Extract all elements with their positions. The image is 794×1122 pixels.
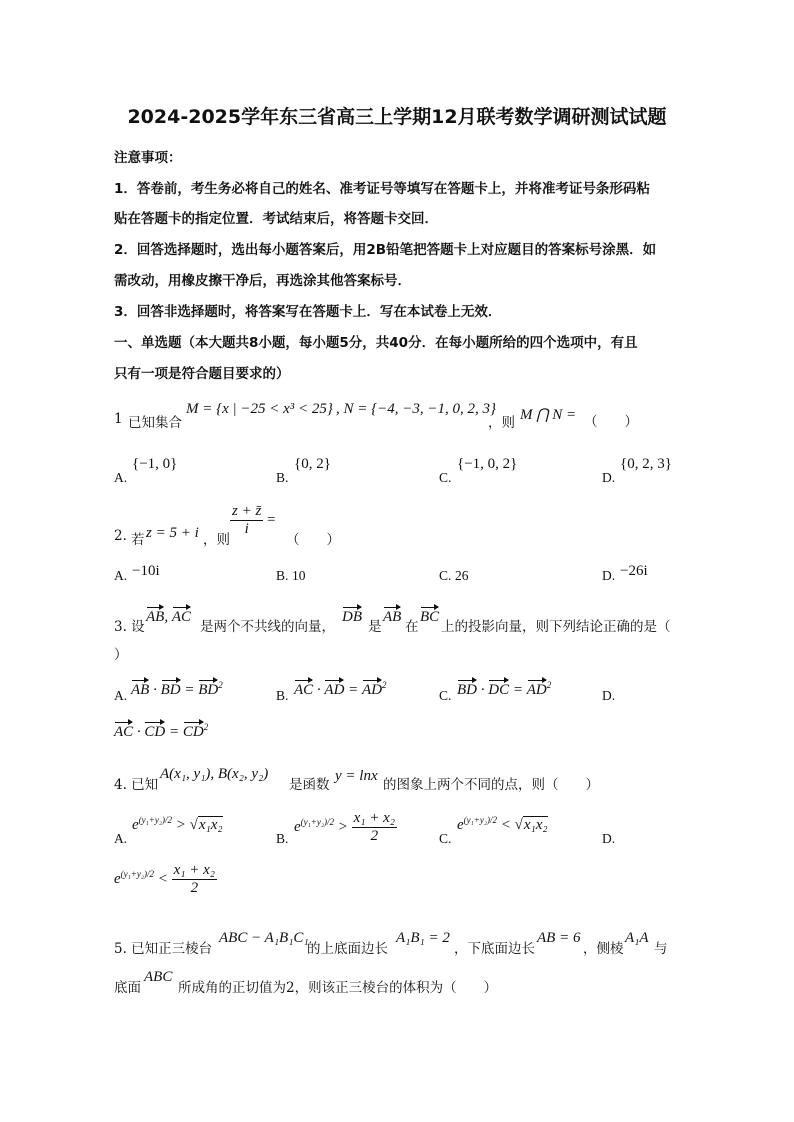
q4-text-1: 是函数 bbox=[289, 777, 330, 793]
q5-abc: ABC bbox=[144, 969, 173, 985]
q3-text-2: 是 bbox=[368, 619, 382, 635]
q5-line1-e: 与 bbox=[654, 941, 668, 957]
q1-option-c: {−1, 0, 2} bbox=[457, 456, 518, 472]
q2-blank: （ ） bbox=[286, 532, 340, 548]
q5-line2-a: 底面 bbox=[114, 980, 141, 996]
q2-denominator: i bbox=[244, 521, 249, 537]
q2-number: 2. bbox=[114, 528, 127, 544]
section-heading-line-1: 一、单选题（本大题共8小题，每小题5分，共40分．在每小题所给的四个选项中，有且 bbox=[114, 335, 638, 351]
q3-vectors-ab-ac: AB, AC bbox=[146, 609, 191, 625]
q5-line1-d: ，侧棱 bbox=[583, 941, 624, 957]
q4-option-d: $e^{(y_1+y_2)/2}$ < $\frac{\text{x₁ + x₂}}{2}$ bbox=[114, 862, 215, 896]
q5-a1b1: A₁B₁ = 2 bbox=[396, 930, 450, 946]
q2-option-d: −26i bbox=[620, 563, 648, 579]
q3-option-b: AC · AD = $AD^2$ bbox=[294, 680, 387, 698]
q4-option-c: $e^{(y_1+y_2)/2} < √x_1x_2$ bbox=[457, 815, 548, 833]
q1-option-d-label: D. bbox=[602, 470, 616, 485]
q3-text-1: 是两个不共线的向量， bbox=[200, 619, 335, 635]
q2-fraction bbox=[230, 503, 263, 538]
notice-line-5: 3．回答非选择题时，将答案写在答题卡上．写在本试卷上无效． bbox=[114, 304, 502, 320]
q2-option-a-label: A. bbox=[114, 568, 128, 583]
q4-function: y = lnx bbox=[335, 768, 378, 784]
notice-line-2: 贴在答题卡的指定位置．考试结束后，将答题卡交回． bbox=[114, 211, 438, 227]
q2-option-b: 10 bbox=[292, 568, 306, 583]
q1-expression: M ⋂ N = bbox=[520, 407, 577, 423]
q3-option-a-label: A. bbox=[114, 688, 128, 703]
notice-line-3: 2．回答选择题时，选出每小题答案后，用2B铅笔把答题卡上对应题目的答案标号涂黑．如 bbox=[114, 242, 657, 258]
q1-option-b: {0, 2} bbox=[294, 456, 331, 472]
q4-option-a-label: A. bbox=[114, 831, 128, 846]
q1-prefix: 已知集合 bbox=[128, 415, 182, 431]
q2-option-c: 26 bbox=[455, 568, 469, 583]
q3-vector-db: DB bbox=[342, 609, 362, 625]
q2-option-a: −10i bbox=[132, 563, 160, 579]
section-heading-line-2: 只有一项是符合题目要求的） bbox=[114, 366, 290, 382]
q5-line2-b: 所成角的正切值为2，则该正三棱台的体积为（ ） bbox=[178, 980, 498, 996]
q1-set-n: , N = {−4, −3, −1, 0, 2, 3} bbox=[336, 401, 496, 417]
q3-option-c: BD · DC = $AD^2$ bbox=[457, 680, 552, 698]
q1-option-a-label: A. bbox=[114, 470, 128, 485]
q3-vector-ab: AB bbox=[383, 609, 402, 625]
q3-option-c-label: C. bbox=[439, 688, 452, 703]
q5-prism: ABC − A₁B₁C₁ bbox=[219, 930, 309, 946]
q2-option-b-label: B. bbox=[276, 568, 289, 583]
q1-blank: （ ） bbox=[584, 414, 638, 430]
q3-text-3: 在 bbox=[405, 619, 419, 635]
q4-text-2: 的图象上两个不同的点，则（ ） bbox=[383, 777, 599, 793]
q4-points: A(x₁, y₁), B(x₂, y₂) bbox=[160, 766, 269, 782]
q3-number: 3. 设 bbox=[114, 619, 145, 635]
q4-option-b-label: B. bbox=[276, 831, 289, 846]
q4-option-c-label: C. bbox=[439, 831, 452, 846]
q3-option-d-label: D. bbox=[602, 688, 616, 703]
q4-number: 4. 已知 bbox=[114, 777, 159, 793]
q2-numerator: z + z̄ bbox=[232, 503, 262, 519]
q2-then: ，则 bbox=[203, 532, 230, 548]
q3-option-d: AC · CD = $CD^2$ bbox=[114, 722, 209, 740]
q5-line1-b: 的上底面边长 bbox=[307, 941, 388, 957]
q2-z-definition: z = 5 + i bbox=[146, 525, 199, 541]
notice-line-4: 需改动，用橡皮擦干净后，再选涂其他答案标号． bbox=[114, 273, 411, 289]
notice-heading: 注意事项： bbox=[114, 150, 182, 166]
q5-a1a: A₁A bbox=[625, 930, 649, 946]
q3-text-4: 上的投影向量，则下列结论正确的是（ bbox=[441, 619, 671, 635]
q5-line1-a: 5. 已知正三棱台 bbox=[114, 941, 213, 957]
q5-line1-c: ，下底面边长 bbox=[454, 941, 535, 957]
notice-line-1: 1．答卷前，考生务必将自己的姓名、准考证号等填写在答题卡上，并将准考证号条形码粘 bbox=[114, 181, 650, 197]
q3-close-paren: ） bbox=[114, 647, 128, 663]
q2-option-c-label: C. bbox=[439, 568, 452, 583]
q2-option-d-label: D. bbox=[602, 568, 616, 583]
q3-option-a: AB · BD = $BD^2$ bbox=[131, 680, 223, 698]
q1-then: ，则 bbox=[488, 415, 515, 431]
q4-option-b: $e^{(y_1+y_2)/2}$ > $\frac{\text{x₁ + x₂}}{2}$ bbox=[294, 810, 395, 844]
q5-ab: AB = 6 bbox=[537, 930, 581, 946]
q1-option-a: {−1, 0} bbox=[132, 456, 178, 472]
q3-option-b-label: B. bbox=[276, 688, 289, 703]
q2-ruo: 若 bbox=[131, 532, 145, 548]
page-title: 2024-2025学年东三省高三上学期12月联考数学调研测试试题 bbox=[127, 106, 667, 128]
q2-equals: = bbox=[267, 512, 276, 528]
q1-number: 1 bbox=[114, 411, 123, 427]
q4-option-a: $e^{(y_1+y_2)/2} > √x_1x_2$ bbox=[132, 815, 223, 833]
q1-option-d: {0, 2, 3} bbox=[620, 456, 672, 472]
q1-option-b-label: B. bbox=[276, 470, 289, 485]
q4-option-d-label: D. bbox=[602, 831, 616, 846]
q1-set-m: M = {x | −25 < x³ < 25} bbox=[186, 401, 333, 417]
q3-vector-bc: BC bbox=[420, 609, 440, 625]
q1-option-c-label: C. bbox=[439, 470, 452, 485]
